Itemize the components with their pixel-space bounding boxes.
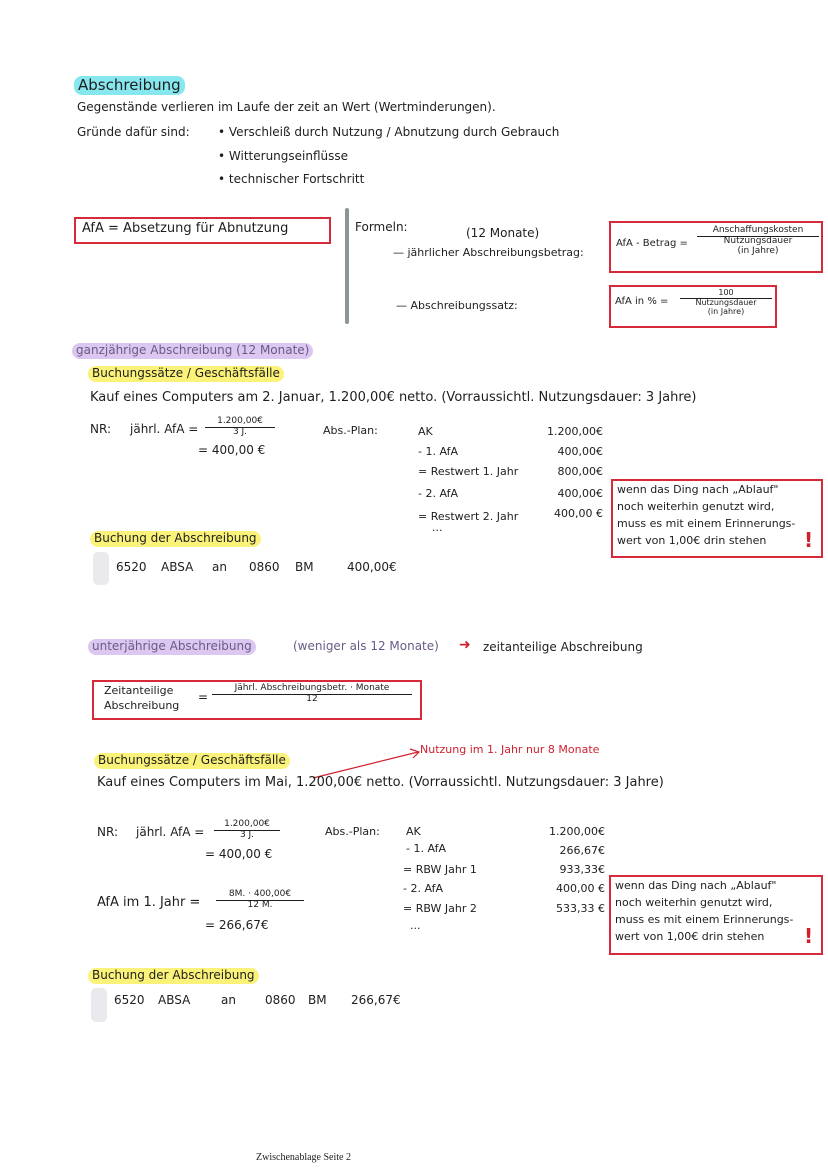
ganz-case-text: Kauf eines Computers am 2. Januar, 1.200,00€ netto. (Vorraussichtl. Nutzungsdauer: 3 Jahre): [90, 390, 697, 405]
unter-nr-label: NR:: [97, 825, 118, 839]
plan-row-value: 533,33 €: [556, 902, 605, 915]
unter-buchung-konto: 6520: [114, 993, 145, 1007]
plan-row-label: AK: [406, 825, 421, 838]
unter-buchungssaetze-heading: Buchungssätze / Geschäftsfälle: [94, 753, 290, 769]
ganzjaehrig-heading: ganzjährige Abschreibung (12 Monate): [72, 343, 313, 359]
unter-afa-label: jährl. AfA =: [136, 825, 205, 839]
unter-buchung-heading: Buchung der Abschreibung: [88, 968, 259, 984]
plan-row-label: - 2. AfA: [418, 487, 458, 500]
plan-row-label: = RBW Jahr 2: [403, 902, 477, 915]
afa-satz-fraction: [680, 289, 772, 316]
plan-row-value: 1.200,00€: [549, 825, 605, 838]
note-line: noch weiterhin genutzt wird,: [615, 896, 773, 909]
margin-marker: [93, 552, 109, 585]
unter-buchung-gegen-abk: BM: [308, 993, 327, 1007]
plan-row-value: 266,67€: [559, 844, 605, 857]
ganz-buchung-heading: Buchung der Abschreibung: [90, 531, 261, 547]
reason-item: • Witterungseinflüsse: [218, 149, 349, 163]
afa-1jahr-label: AfA im 1. Jahr =: [97, 895, 201, 910]
formeln-12-note: (12 Monate): [466, 226, 540, 240]
numerator: Anschaffungskosten: [697, 226, 819, 237]
plan-row-value: 400,00€: [557, 487, 603, 500]
plan-row-value: 400,00 €: [556, 882, 605, 895]
formula-lhs: Abschreibung: [104, 699, 180, 712]
afa-1jahr-fraction: [216, 890, 304, 911]
intro-line: Gegenstände verlieren im Laufe der zeit an Wert (Wertminderungen).: [77, 100, 496, 114]
plan-row-label: ...: [432, 521, 443, 534]
afa-satz-lhs: AfA in % =: [615, 296, 669, 307]
plan-row-label: = RBW Jahr 1: [403, 863, 477, 876]
reason-item: • Verschleiß durch Nutzung / Abnutzung durch Gebrauch: [218, 125, 560, 139]
denominator-unit: (in Jahre): [707, 306, 745, 316]
nutzung-annotation: Nutzung im 1. Jahr nur 8 Monate: [420, 743, 600, 756]
plan-row-label: - 1. AfA: [406, 842, 446, 855]
exclamation-icon: !: [804, 528, 814, 552]
unterjaehrig-heading: unterjährige Abschreibung: [88, 639, 256, 655]
unter-buchung-gegen: 0860: [265, 993, 296, 1007]
note-line: wert von 1,00€ drin stehen: [617, 534, 767, 547]
ganz-afa-fraction: [205, 417, 275, 438]
formeln-jaehrlich-label: — jährlicher Abschreibungsbetrag:: [393, 246, 584, 259]
note-line: muss es mit einem Erinnerungs-: [617, 517, 796, 530]
ganz-buchung-gegen-abk: BM: [295, 560, 314, 574]
denominator: 3 J.: [232, 426, 248, 437]
afa-betrag-lhs: AfA - Betrag =: [616, 238, 688, 249]
denominator-unit: (in Jahre): [737, 245, 779, 256]
margin-marker: [91, 988, 107, 1022]
unter-plan-label: Abs.-Plan:: [325, 825, 380, 838]
exclamation-icon: !: [804, 924, 814, 948]
equals-sign: =: [198, 690, 209, 704]
note-line: muss es mit einem Erinnerungs-: [615, 913, 794, 926]
afa-definition: AfA = Absetzung für Abnutzung: [82, 221, 289, 236]
denominator: 12: [306, 693, 318, 704]
ganz-buchung-abk: ABSA: [161, 560, 194, 574]
ganz-plan-label: Abs.-Plan:: [323, 424, 378, 437]
note-line: wert von 1,00€ drin stehen: [615, 930, 765, 943]
afa-betrag-fraction: [697, 226, 819, 257]
plan-row-value: 800,00€: [557, 465, 603, 478]
zeitanteilige-label: zeitanteilige Abschreibung: [483, 640, 643, 654]
plan-row-label: = Restwert 2. Jahr: [418, 510, 519, 523]
numerator: 1.200,00€: [205, 417, 275, 428]
unter-case-text: Kauf eines Computers im Mai, 1.200,00€ netto. (Vorraussichtl. Nutzungsdauer: 3 Jahre): [97, 775, 664, 790]
unter-buchung-abk: ABSA: [158, 993, 191, 1007]
ganz-buchungssaetze-heading: Buchungssätze / Geschäftsfälle: [88, 366, 284, 382]
plan-row-value: 933,33€: [559, 863, 605, 876]
numerator: Jährl. Abschreibungsbetr. · Monate: [212, 684, 412, 695]
unter-afa-fraction: [214, 820, 280, 841]
ganz-buchung-gegen: 0860: [249, 560, 280, 574]
plan-row-label: = Restwert 1. Jahr: [418, 465, 519, 478]
unter-buchung-an: an: [221, 993, 236, 1007]
formeln-label: Formeln:: [355, 220, 408, 234]
denominator: Nutzungsdauer: [723, 235, 793, 246]
ganz-buchung-an: an: [212, 560, 227, 574]
ganz-afa-result: = 400,00 €: [198, 443, 266, 457]
ganz-buchung-betrag: 400,00€: [347, 560, 397, 574]
plan-row-label: ...: [410, 919, 421, 932]
numerator: 100: [680, 289, 772, 299]
ganz-afa-label: jährl. AfA =: [130, 422, 199, 436]
plan-row-value: 400,00 €: [554, 507, 603, 520]
plan-row-label: AK: [418, 425, 433, 438]
page-title: Abschreibung: [74, 76, 185, 95]
afa-1jahr-result: = 266,67€: [205, 918, 269, 932]
divider: [345, 208, 349, 324]
formula-lhs: Zeitanteilige: [104, 684, 174, 697]
numerator: 8M. · 400,00€: [216, 890, 304, 901]
formeln-satz-label: — Abschreibungssatz:: [396, 299, 518, 312]
denominator: 3 J.: [239, 829, 255, 840]
unterjaehrig-paren: (weniger als 12 Monate): [293, 639, 439, 653]
reason-item: • technischer Fortschritt: [218, 172, 365, 186]
denominator: Nutzungsdauer: [695, 297, 757, 307]
plan-row-label: - 2. AfA: [403, 882, 443, 895]
unter-afa-result: = 400,00 €: [205, 847, 273, 861]
page-footer: Zwischenablage Seite 2: [256, 1152, 351, 1163]
denominator: 12 M.: [247, 899, 273, 910]
note-line: noch weiterhin genutzt wird,: [617, 500, 775, 513]
plan-row-value: 1.200,00€: [547, 425, 603, 438]
ganz-buchung-konto: 6520: [116, 560, 147, 574]
reasons-label: Gründe dafür sind:: [77, 125, 190, 139]
numerator: 1.200,00€: [214, 820, 280, 831]
note-line: wenn das Ding nach „Ablauf": [615, 879, 777, 892]
zeitanteilig-fraction: [212, 684, 412, 705]
ganz-nr-label: NR:: [90, 422, 111, 436]
plan-row-label: - 1. AfA: [418, 445, 458, 458]
arrow-right-icon: ➜: [459, 637, 471, 653]
unter-buchung-betrag: 266,67€: [351, 993, 401, 1007]
note-line: wenn das Ding nach „Ablauf": [617, 483, 779, 496]
plan-row-value: 400,00€: [557, 445, 603, 458]
